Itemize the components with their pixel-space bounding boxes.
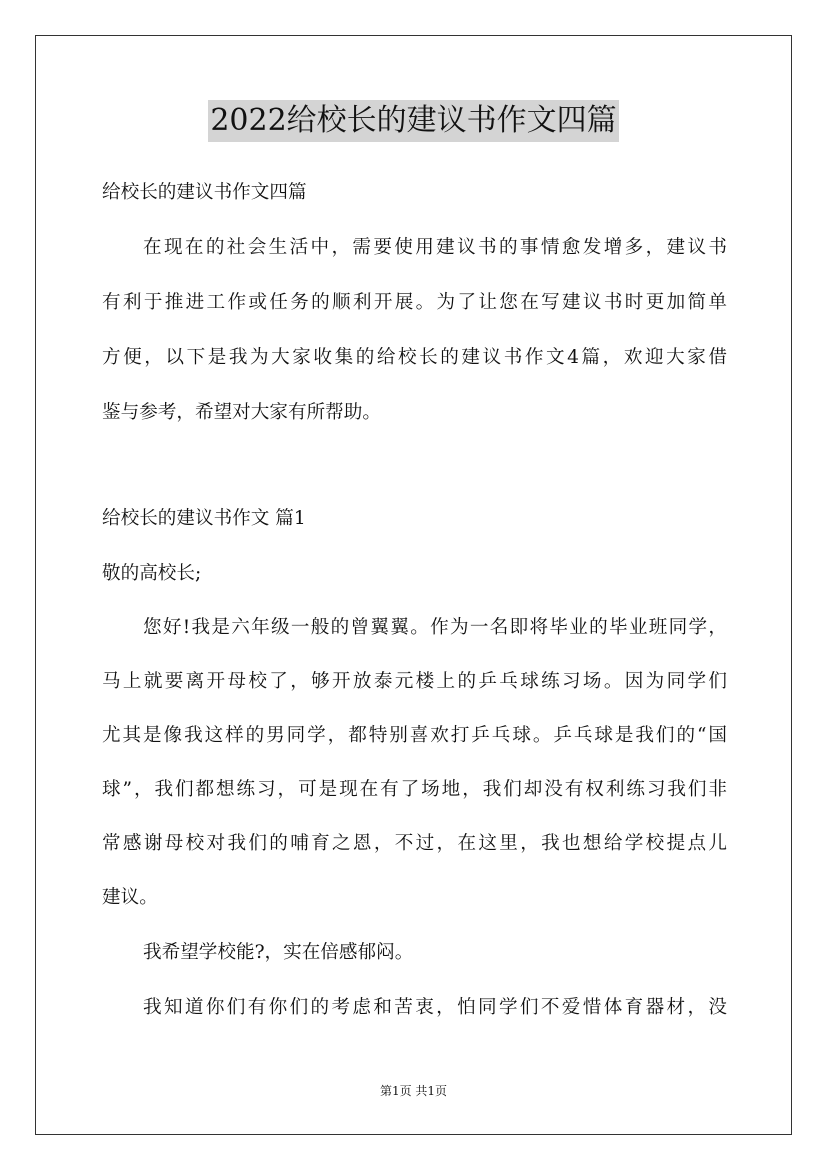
para1-line-3: 尤其是像我这样的男同学，都特别喜欢打乒乓球。乒乓球是我们的“国	[102, 725, 727, 746]
intro-line-4: 鉴与参考，希望对大家有所帮助。	[102, 402, 381, 423]
section-heading: 给校长的建议书作文 篇1	[102, 508, 306, 529]
document-title: 2022给校长的建议书作文四篇	[208, 100, 618, 142]
para1-line-5: 常感谢母校对我们的哺育之恩，不过，在这里，我也想给学校提点儿	[102, 833, 727, 854]
para1-line-1: 您好!我是六年级一般的曾翼翼。作为一名即将毕业的毕业班同学，	[143, 617, 727, 638]
intro-line-1: 在现在的社会生活中，需要使用建议书的事情愈发增多，建议书	[143, 237, 727, 258]
para2-line-1: 我希望学校能?，实在倍感郁闷。	[143, 942, 414, 963]
intro-line-3: 方便，以下是我为大家收集的给校长的建议书作文4篇，欢迎大家借	[102, 347, 727, 368]
intro-line-2: 有利于推进工作或任务的顺利开展。为了让您在写建议书时更加简单	[102, 292, 727, 313]
para1-line-6: 建议。	[102, 887, 158, 908]
letter-greeting: 敬的高校长;	[102, 563, 202, 584]
para3-line-1: 我知道你们有你们的考虑和苦衷，怕同学们不爱惜体育器材，没	[143, 997, 727, 1018]
para1-line-2: 马上就要离开母校了，够开放泰元楼上的乒乓球练习场。因为同学们	[102, 671, 727, 692]
page-footer: 第1页 共1页	[379, 1084, 448, 1098]
document-subtitle: 给校长的建议书作文四篇	[102, 182, 307, 203]
title-container	[0, 100, 827, 142]
para1-line-4: 球”，我们都想练习，可是现在有了场地，我们却没有权利练习我们非	[102, 779, 727, 800]
